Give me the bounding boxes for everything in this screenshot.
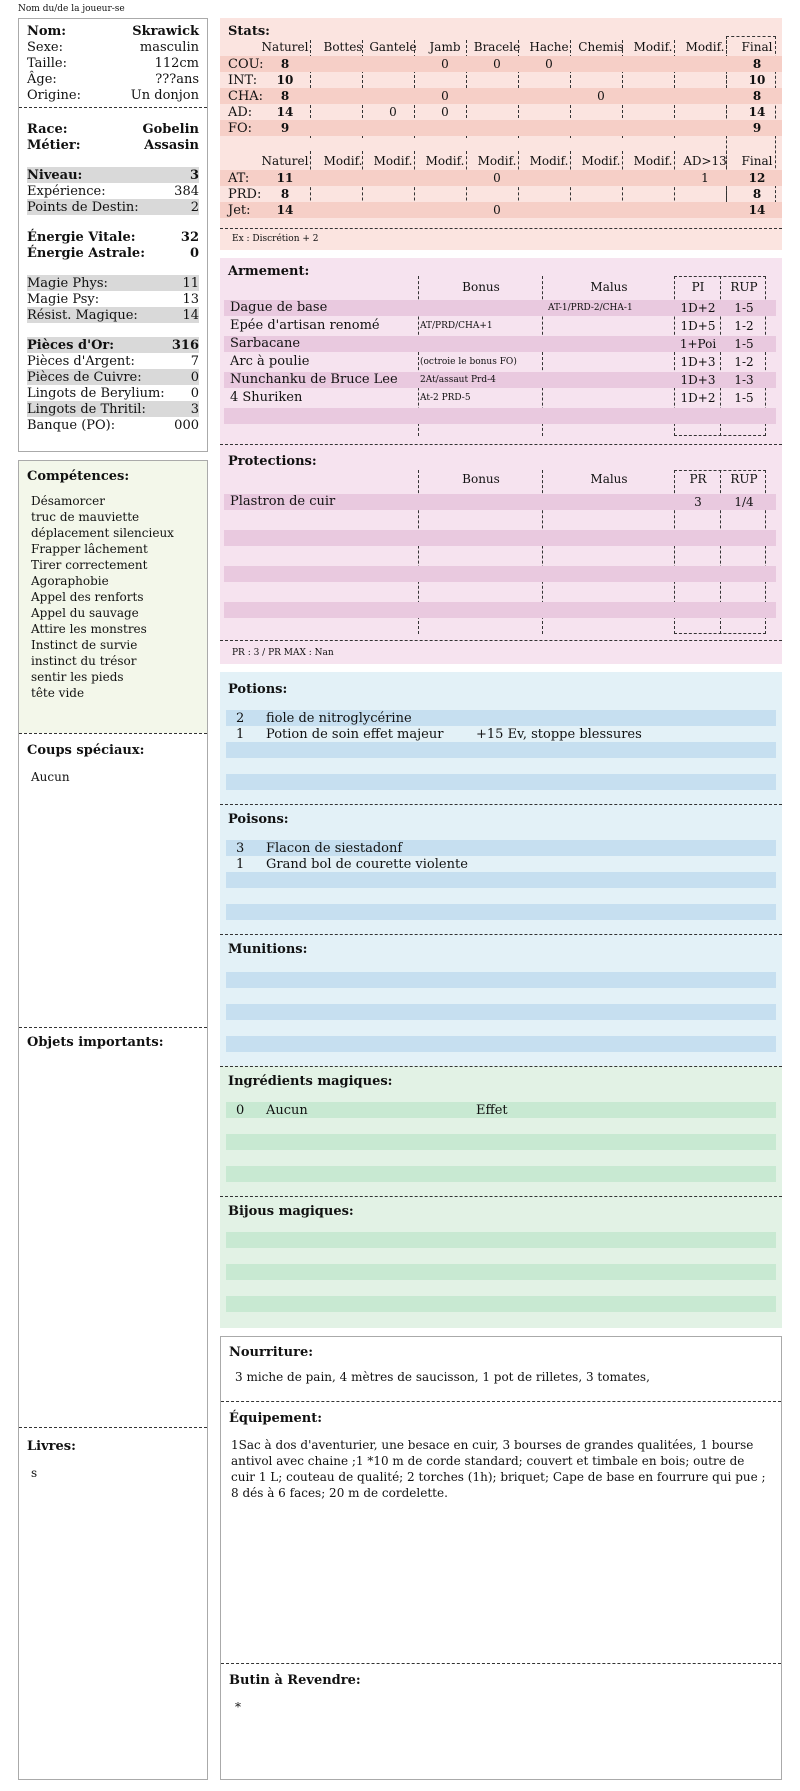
stat-natural: 9 bbox=[280, 121, 290, 135]
field-label: Pièces d'Or: bbox=[27, 337, 115, 353]
list-row-band bbox=[226, 1166, 776, 1182]
field-value: 316 bbox=[171, 337, 199, 353]
stat-label: AD: bbox=[228, 105, 253, 120]
weapon-name: 4 Shuriken bbox=[230, 390, 303, 405]
weapon-name: Epée d'artisan renomé bbox=[230, 318, 380, 333]
protection-row-band bbox=[224, 530, 776, 546]
field-value: 3 bbox=[189, 167, 199, 183]
weapon-break: 1-5 bbox=[734, 301, 754, 315]
stat-label: AT: bbox=[228, 171, 250, 186]
skill-item: déplacement silencieux bbox=[31, 526, 174, 540]
divider bbox=[220, 1066, 782, 1067]
skill-item: Attire les monstres bbox=[31, 622, 147, 636]
field-label: Magie Psy: bbox=[27, 291, 100, 307]
field-label: Lingots de Berylium: bbox=[27, 385, 165, 401]
item-effect: +15 Ev, stoppe blessures bbox=[476, 727, 642, 742]
magic-items-panel bbox=[220, 1066, 782, 1328]
item-quantity: 1 bbox=[236, 857, 245, 872]
player-label: Nom du/de la joueur-se bbox=[18, 4, 125, 14]
field-label: Sexe: bbox=[27, 39, 64, 55]
weapon-name: Sarbacane bbox=[230, 336, 301, 351]
weapon-break: 1-3 bbox=[734, 373, 754, 387]
skill-item: Agoraphobie bbox=[31, 574, 109, 588]
stat-natural: 11 bbox=[276, 171, 294, 185]
list-row-band bbox=[226, 1280, 776, 1296]
stats-col-header: Bottes bbox=[323, 40, 363, 54]
protections-col-header: PR bbox=[689, 472, 707, 486]
special-moves-value: Aucun bbox=[31, 770, 70, 784]
identity-row bbox=[27, 55, 199, 71]
field-value: 0 bbox=[190, 369, 199, 385]
identity-row-race bbox=[27, 121, 199, 137]
field-value: 112cm bbox=[154, 55, 199, 71]
weapons-col-header: Malus bbox=[590, 280, 628, 294]
identity-panel bbox=[18, 18, 208, 452]
list-row-band bbox=[226, 1118, 776, 1134]
stat-natural: 14 bbox=[276, 105, 294, 119]
field-value: Assasin bbox=[144, 137, 199, 153]
stat-final: 10 bbox=[748, 73, 766, 87]
protection-break: 1/4 bbox=[734, 495, 754, 509]
divider bbox=[220, 804, 782, 805]
identity-row-destin bbox=[27, 199, 199, 215]
stat-modifier: 0 bbox=[441, 89, 449, 103]
field-value: Skrawick bbox=[132, 23, 199, 39]
field-label: Magie Phys: bbox=[27, 275, 108, 291]
item-quantity: 3 bbox=[236, 841, 245, 856]
field-value: 7 bbox=[190, 353, 199, 369]
weapon-malus: AT-1/PRD-2/CHA-1 bbox=[548, 303, 633, 313]
divider bbox=[221, 1401, 781, 1402]
stats-col-header: Chemis bbox=[578, 40, 624, 54]
field-label: Expérience: bbox=[27, 183, 106, 199]
weapons-col-header: PI bbox=[691, 280, 705, 294]
stat-natural: 8 bbox=[280, 187, 290, 201]
list-row-band bbox=[226, 904, 776, 920]
list-row-band bbox=[226, 758, 776, 774]
field-label: Taille: bbox=[27, 55, 67, 71]
important-items-title: Objets importants: bbox=[27, 1035, 164, 1050]
field-value: 13 bbox=[182, 291, 199, 307]
skill-item: instinct du trésor bbox=[31, 654, 137, 668]
stats-col-header: Gantele bbox=[369, 40, 417, 54]
field-value: 2 bbox=[190, 199, 199, 215]
field-label: Résist. Magique: bbox=[27, 307, 138, 323]
identity-row bbox=[27, 87, 199, 103]
item-name: fiole de nitroglycérine bbox=[266, 711, 412, 726]
weapon-bonus: AT/PRD/CHA+1 bbox=[420, 321, 493, 331]
item-name: Grand bol de courette violente bbox=[266, 857, 468, 872]
weapons-col-header: RUP bbox=[730, 280, 758, 294]
protections-note: PR : 3 / PR MAX : Nan bbox=[232, 648, 334, 658]
weapon-break: 1-5 bbox=[734, 337, 754, 351]
list-row-band bbox=[226, 888, 776, 904]
stats-col-header: Naturel bbox=[261, 40, 309, 54]
stat-modifier: 0 bbox=[493, 171, 501, 185]
weapon-damage: 1D+2 bbox=[680, 301, 716, 315]
weapon-name: Dague de base bbox=[230, 300, 328, 315]
weapon-damage: 1D+3 bbox=[680, 373, 716, 387]
field-label: Race: bbox=[27, 121, 68, 137]
stats-col-header: Final bbox=[741, 154, 773, 168]
skills-panel bbox=[18, 460, 208, 1780]
stat-label: PRD: bbox=[228, 187, 262, 202]
stat-natural: 10 bbox=[276, 73, 294, 87]
weapon-bonus: 2At/assaut Prd-4 bbox=[420, 375, 496, 385]
stats-col-header: Modif. bbox=[373, 154, 413, 168]
list-row-band bbox=[226, 972, 776, 988]
field-value: 14 bbox=[182, 307, 199, 323]
skill-item: truc de mauviette bbox=[31, 510, 140, 524]
field-value: Gobelin bbox=[142, 121, 199, 137]
item-name: Aucun bbox=[266, 1103, 308, 1118]
list-row-band bbox=[226, 1020, 776, 1036]
protection-name: Plastron de cuir bbox=[230, 494, 336, 509]
food-value: 3 miche de pain, 4 mètres de saucisson, 1 pot de rilletes, 3 tomates, bbox=[235, 1370, 650, 1384]
stat-final: 8 bbox=[752, 187, 762, 201]
divider bbox=[19, 1427, 207, 1428]
item-quantity: 2 bbox=[236, 711, 245, 726]
field-label: Pièces d'Argent: bbox=[27, 353, 135, 369]
field-label: Pièces de Cuivre: bbox=[27, 369, 142, 385]
identity-row bbox=[27, 39, 199, 55]
field-label: Nom: bbox=[27, 23, 67, 39]
field-value: ???ans bbox=[155, 71, 199, 87]
identity-row-ea bbox=[27, 245, 199, 261]
stat-label: COU: bbox=[228, 57, 264, 72]
weapon-damage: 1D+2 bbox=[680, 391, 716, 405]
identity-row-experience bbox=[27, 183, 199, 199]
divider bbox=[220, 228, 782, 229]
stat-modifier: 0 bbox=[441, 57, 449, 71]
weapon-name: Arc à poulie bbox=[230, 354, 310, 369]
protection-row-band bbox=[224, 584, 776, 600]
protection-value: 3 bbox=[694, 495, 702, 509]
field-label: Niveau: bbox=[27, 167, 83, 183]
stat-label: FO: bbox=[228, 121, 253, 136]
list-row-band bbox=[226, 742, 776, 758]
protections-col-header: Malus bbox=[590, 472, 628, 486]
field-label: Lingots de Thritil: bbox=[27, 401, 146, 417]
stat-modifier: 0 bbox=[441, 105, 449, 119]
weapon-break: 1-2 bbox=[734, 355, 754, 369]
skill-item: Appel du sauvage bbox=[31, 606, 139, 620]
field-value: masculin bbox=[139, 39, 199, 55]
skill-item: tête vide bbox=[31, 686, 85, 700]
weapon-break: 1-5 bbox=[734, 391, 754, 405]
list-row-band bbox=[226, 1296, 776, 1312]
identity-row-resist bbox=[27, 307, 199, 323]
stat-final: 14 bbox=[748, 105, 766, 119]
list-row-band bbox=[226, 1232, 776, 1248]
identity-row-banque bbox=[27, 417, 199, 433]
skill-item: Instinct de survie bbox=[31, 638, 138, 652]
field-label: Métier: bbox=[27, 137, 81, 153]
identity-row-po bbox=[27, 337, 199, 353]
stat-label: INT: bbox=[228, 73, 258, 88]
stats-col-header: Jamb bbox=[429, 40, 461, 54]
stats-col-header: Modif. bbox=[633, 40, 673, 54]
jewels-title: Bijous magiques: bbox=[228, 1204, 354, 1219]
stats-col-header: AD>13 bbox=[683, 154, 727, 168]
skills-title: Compétences: bbox=[27, 469, 130, 484]
stat-modifier: 0 bbox=[597, 89, 605, 103]
stats-note: Ex : Discrétion + 2 bbox=[232, 234, 319, 244]
item-quantity: 0 bbox=[236, 1103, 245, 1118]
books-value: s bbox=[31, 1466, 38, 1480]
stat-modifier: 0 bbox=[389, 105, 397, 119]
item-quantity: 1 bbox=[236, 727, 245, 742]
field-value: Un donjon bbox=[130, 87, 199, 103]
stats-col-header: Modif. bbox=[685, 40, 725, 54]
identity-row-magie_psy bbox=[27, 291, 199, 307]
stats-title: Stats: bbox=[228, 24, 270, 39]
list-row-band bbox=[226, 1036, 776, 1052]
field-label: Énergie Astrale: bbox=[27, 245, 145, 261]
stats-col-header: Modif. bbox=[633, 154, 673, 168]
divider bbox=[220, 934, 782, 935]
stat-final: 8 bbox=[752, 57, 762, 71]
munitions-title: Munitions: bbox=[228, 942, 308, 957]
field-label: Origine: bbox=[27, 87, 81, 103]
divider bbox=[19, 733, 207, 734]
field-label: Banque (PO): bbox=[27, 417, 116, 433]
protection-row-band bbox=[224, 548, 776, 564]
identity-row-berylium bbox=[27, 385, 199, 401]
field-value: 32 bbox=[180, 229, 199, 245]
skill-item: Frapper lâchement bbox=[31, 542, 148, 556]
stats-col-header: Modif. bbox=[529, 154, 569, 168]
poisons-title: Poisons: bbox=[228, 812, 289, 827]
equipment-value: 1Sac à dos d'aventurier, une besace en cuir, 3 bourses de grandes qualitées, 1 bourse antivol avec chaine ;1 *10 m de corde standard; couvert et timbale en bois; outre de cuir 1 L; couteau de qualité; 2 torches (1h); briquet; Cape de base en fourrure qui pue ; 8 dés à 6 faces; 20 m de cordelette. bbox=[231, 1438, 766, 1500]
list-row-band bbox=[226, 872, 776, 888]
stat-natural: 14 bbox=[276, 203, 294, 217]
field-label: Énergie Vitale: bbox=[27, 229, 136, 245]
stat-natural: 8 bbox=[280, 57, 290, 71]
stat-final: 14 bbox=[748, 203, 766, 217]
stat-modifier: 0 bbox=[545, 57, 553, 71]
protections-title: Protections: bbox=[228, 454, 317, 469]
potions-title: Potions: bbox=[228, 682, 288, 697]
stat-label: CHA: bbox=[228, 89, 264, 104]
books-title: Livres: bbox=[27, 1439, 76, 1454]
list-row-band bbox=[226, 774, 776, 790]
field-label: Points de Destin: bbox=[27, 199, 139, 215]
weapon-damage: 1D+3 bbox=[680, 355, 716, 369]
food-title: Nourriture: bbox=[229, 1345, 314, 1360]
identity-row-pc bbox=[27, 369, 199, 385]
divider bbox=[220, 640, 782, 641]
list-row-band bbox=[226, 988, 776, 1004]
loot-title: Butin à Revendre: bbox=[229, 1673, 361, 1688]
protections-col-header: RUP bbox=[730, 472, 758, 486]
stat-modifier: 1 bbox=[701, 171, 709, 185]
special-moves-title: Coups spéciaux: bbox=[27, 743, 145, 758]
stats-col-header: Bracele bbox=[473, 40, 521, 54]
equipment-title: Équipement: bbox=[229, 1411, 323, 1426]
protection-row-band bbox=[224, 620, 776, 636]
identity-row-niveau bbox=[27, 167, 199, 183]
skill-item: sentir les pieds bbox=[31, 670, 124, 684]
ingredients-title: Ingrédients magiques: bbox=[228, 1074, 393, 1089]
identity-row-pa bbox=[27, 353, 199, 369]
list-row-band bbox=[226, 1264, 776, 1280]
identity-row-metier bbox=[27, 137, 199, 153]
stats-col-header: Modif. bbox=[425, 154, 465, 168]
protection-row-band bbox=[224, 566, 776, 582]
list-row-band bbox=[226, 1248, 776, 1264]
stat-modifier: 0 bbox=[493, 203, 501, 217]
divider bbox=[19, 1027, 207, 1028]
identity-row bbox=[27, 23, 199, 39]
stat-natural: 8 bbox=[280, 89, 290, 103]
field-value: 0 bbox=[190, 385, 199, 401]
item-name: Flacon de siestadonf bbox=[266, 841, 403, 856]
item-effect: Effet bbox=[476, 1103, 508, 1118]
weapon-break: 1-2 bbox=[734, 319, 754, 333]
divider bbox=[19, 107, 207, 108]
loot-value: * bbox=[235, 1700, 241, 1714]
weapons-panel bbox=[220, 258, 782, 664]
divider bbox=[220, 1196, 782, 1197]
stats-col-header: Hache bbox=[529, 40, 569, 54]
weapon-bonus: At-2 PRD-5 bbox=[420, 393, 471, 403]
skill-item: Désamorcer bbox=[31, 494, 105, 508]
stats-panel bbox=[220, 18, 782, 250]
stats-col-header: Final bbox=[741, 40, 773, 54]
identity-row bbox=[27, 71, 199, 87]
protection-row-band bbox=[224, 512, 776, 528]
identity-row-thritil bbox=[27, 401, 199, 417]
stat-label: Jet: bbox=[228, 203, 251, 218]
skills-list bbox=[31, 493, 201, 701]
field-value: 11 bbox=[182, 275, 199, 291]
list-row-band bbox=[226, 1150, 776, 1166]
skill-item: Tirer correctement bbox=[31, 558, 148, 572]
divider bbox=[221, 1663, 781, 1664]
item-name: Potion de soin effet majeur bbox=[266, 727, 444, 742]
weapons-col-header: Bonus bbox=[462, 280, 500, 294]
weapon-damage: 1+Poi bbox=[679, 337, 717, 351]
weapon-bonus: (octroie le bonus FO) bbox=[420, 357, 517, 367]
list-row-band bbox=[226, 1134, 776, 1150]
identity-row-magie_phys bbox=[27, 275, 199, 291]
skill-item: Appel des renforts bbox=[31, 590, 144, 604]
list-row-band bbox=[226, 1004, 776, 1020]
weapon-name: Nunchanku de Bruce Lee bbox=[230, 372, 398, 387]
stats-col-header: Modif. bbox=[581, 154, 621, 168]
weapons-title: Armement: bbox=[228, 264, 310, 279]
identity-row-ev bbox=[27, 229, 199, 245]
stats-col-header: Modif. bbox=[477, 154, 517, 168]
field-value: 000 bbox=[174, 417, 199, 433]
inventory-panel bbox=[220, 1336, 782, 1780]
protection-row-band bbox=[224, 602, 776, 618]
stats-col-header: Naturel bbox=[261, 154, 309, 168]
field-label: Âge: bbox=[27, 71, 57, 87]
stat-final: 12 bbox=[748, 171, 766, 185]
field-value: 3 bbox=[190, 401, 199, 417]
stats-col-header: Modif. bbox=[323, 154, 363, 168]
weapon-damage: 1D+5 bbox=[680, 319, 716, 333]
protections-col-header: Bonus bbox=[462, 472, 500, 486]
consumables-panel bbox=[220, 672, 782, 1066]
field-value: 384 bbox=[174, 183, 199, 199]
field-value: 0 bbox=[189, 245, 199, 261]
stat-final: 8 bbox=[752, 89, 762, 103]
stat-modifier: 0 bbox=[493, 57, 501, 71]
stat-final: 9 bbox=[752, 121, 762, 135]
